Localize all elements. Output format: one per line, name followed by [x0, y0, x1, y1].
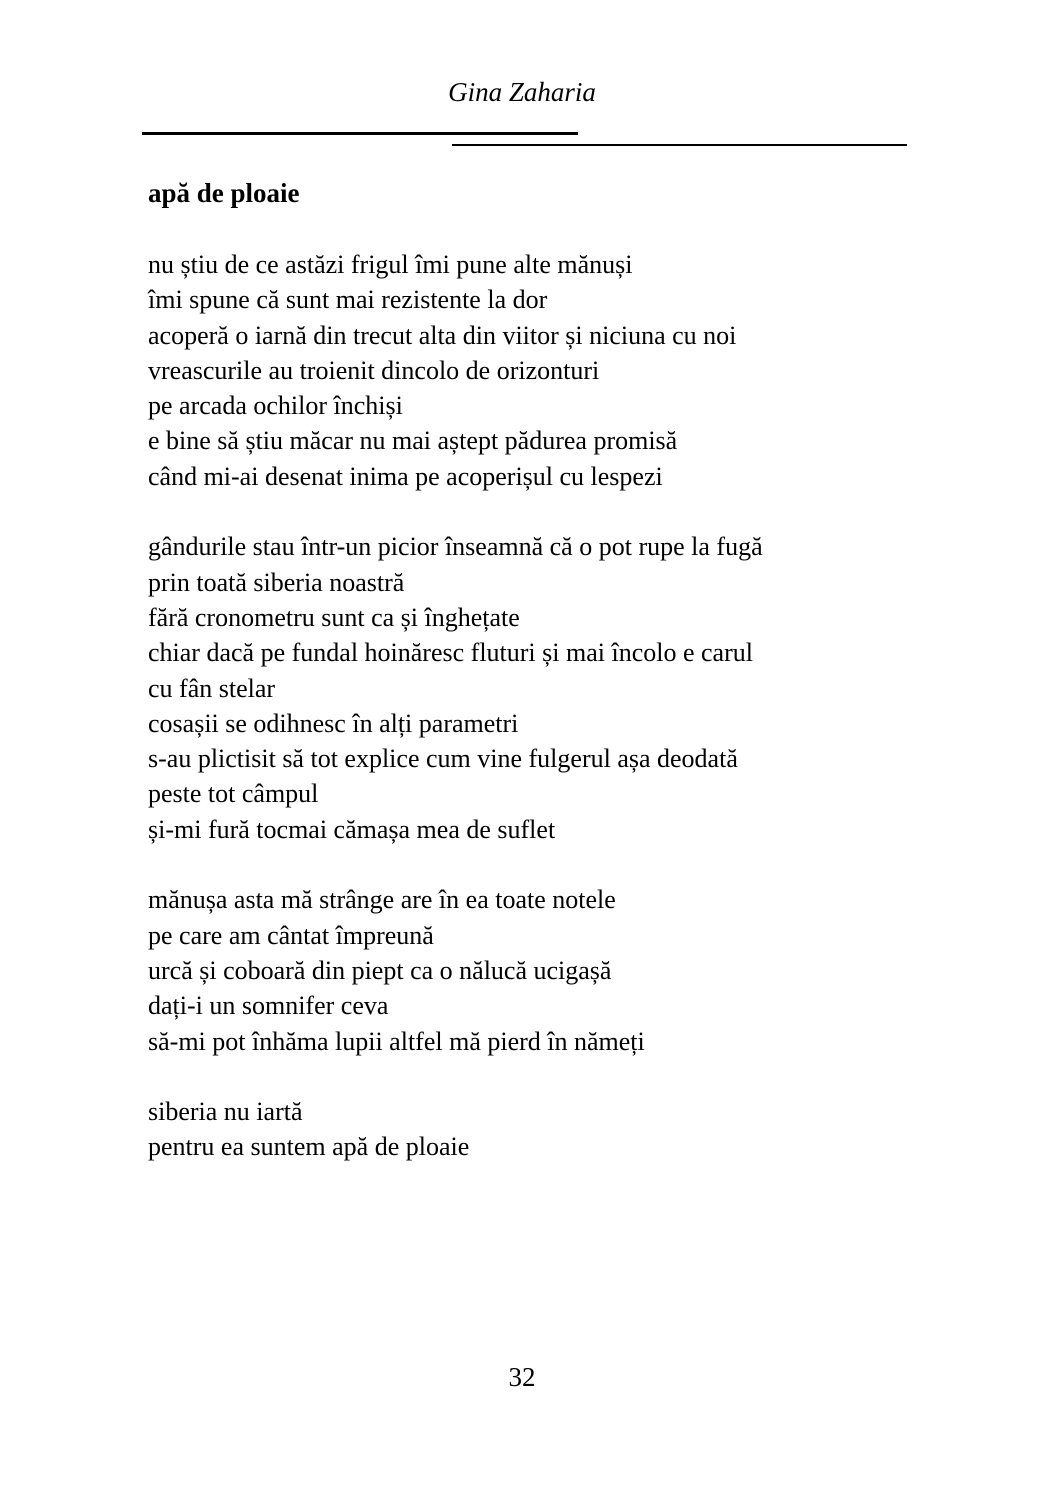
poem-line: fără cronometru sunt ca și înghețate	[148, 602, 520, 632]
stanza-gap	[148, 847, 968, 882]
stanza	[148, 529, 968, 847]
poem-line: și-mi fură tocmai cămașa mea de suflet	[148, 814, 556, 844]
poem-line: gândurile stau într-un picior înseamnă că o pot rupe la fugă	[148, 532, 763, 562]
poem-line: vreascurile au troienit dincolo de orizonturi	[148, 355, 600, 385]
poem-line: peste tot câmpul	[148, 779, 319, 809]
poem-body	[148, 247, 968, 1165]
poem-line: acoperă o iarnă din trecut alta din viitor și niciuna cu noi	[148, 320, 737, 350]
stanza	[148, 247, 968, 494]
poem-line: urcă și coboară din piept ca o nălucă ucigașă	[148, 955, 612, 985]
poem-line: când mi-ai desenat inima pe acoperișul cu lespezi	[148, 461, 663, 491]
poem-line: prin toată siberia noastră	[148, 567, 405, 597]
header-rule-left	[142, 132, 578, 135]
poem-line: îmi spune că sunt mai rezistente la dor	[148, 285, 548, 315]
poem-line: pe care am cântat împreună	[148, 920, 434, 950]
poem-line: nu știu de ce astăzi frigul îmi pune alte mănuși	[148, 250, 633, 279]
stanza	[148, 882, 968, 1058]
stanza	[148, 1094, 968, 1165]
header-rule-right	[452, 144, 907, 146]
poem-line: siberia nu iartă	[148, 1097, 303, 1127]
poem-line: e bine să știu măcar nu mai aștept pădurea promisă	[148, 426, 678, 456]
stanza-gap	[148, 494, 968, 529]
poem-line: chiar dacă pe fundal hoinăresc fluturi și mai încolo e carul	[148, 638, 753, 668]
page-number: 32	[508, 1362, 536, 1392]
header-author: Gina Zaharia	[448, 77, 596, 107]
poem-line: mănușa asta mă strânge are în ea toate notele	[148, 885, 616, 915]
poem-line: să-mi pot înhăma lupii altfel mă pierd în nămeți	[148, 1026, 645, 1056]
poem-line: pe arcada ochilor închiși	[148, 391, 403, 421]
poem-line: cu fân stelar	[148, 673, 276, 703]
poem-line: pentru ea suntem apă de ploaie	[148, 1132, 470, 1162]
poem-line: dați-i un somnifer ceva	[148, 991, 389, 1021]
poem-title: apă de ploaie	[148, 178, 300, 208]
poem-line: cosașii se odihnesc în alți parametri	[148, 708, 519, 738]
poem-line: s-au plictisit să tot explice cum vine fulgerul așa deodată	[148, 744, 738, 774]
stanza-gap	[148, 1059, 968, 1094]
